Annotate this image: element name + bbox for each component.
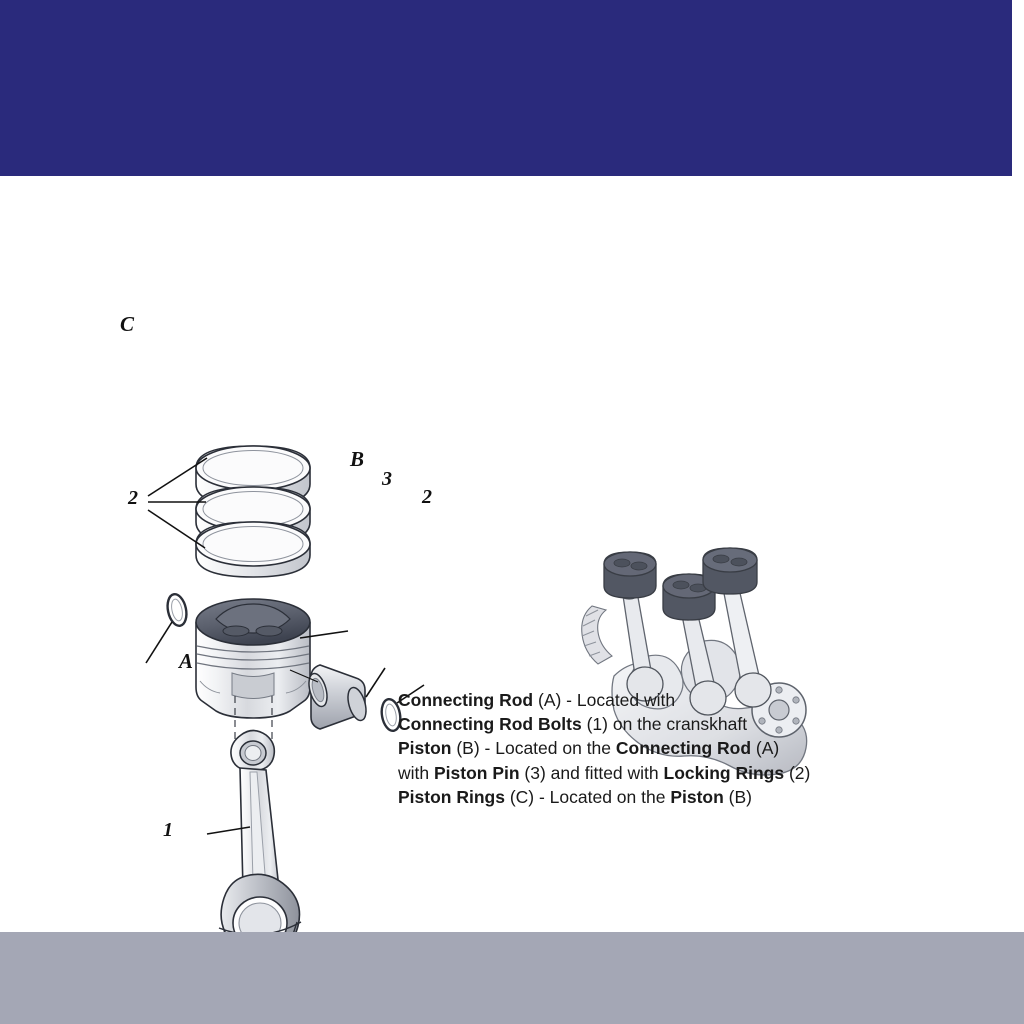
- caption-text: (C) - Located on the: [504, 786, 671, 807]
- caption-text: (2): [784, 762, 811, 783]
- callout-label-2-left: 2: [128, 487, 138, 509]
- caption-text: with: [398, 762, 434, 783]
- caption-term: Locking Rings: [663, 762, 785, 783]
- caption-text: (3) and fitted with: [519, 762, 664, 783]
- caption-term: Piston Pin: [433, 762, 520, 783]
- caption-block: [398, 688, 878, 809]
- caption-term: Connecting Rod: [398, 690, 534, 710]
- bottom-color-band: [0, 932, 1024, 1024]
- caption-line: [398, 761, 878, 785]
- caption-term: Connecting Rod: [615, 738, 752, 759]
- exploded-view-illustration: [0, 176, 1024, 932]
- caption-term: Piston: [398, 738, 452, 759]
- caption-line: [398, 785, 878, 809]
- caption-text: (A) - Located with: [533, 690, 676, 710]
- locking-ring-left: [165, 592, 189, 627]
- caption-line: [398, 712, 878, 736]
- piston: [196, 599, 310, 742]
- caption-line: [398, 688, 878, 712]
- caption-term: Piston Rings: [398, 786, 505, 807]
- caption-line: [398, 736, 878, 760]
- callout-label-1: 1: [163, 819, 173, 841]
- caption-text: (A): [751, 738, 780, 759]
- callout-label-c: C: [120, 312, 135, 336]
- caption-text: (B) - Located on the: [451, 738, 616, 759]
- callout-label-a: A: [179, 649, 194, 673]
- callout-label-b: B: [350, 447, 365, 471]
- top-color-band: [0, 0, 1012, 176]
- callout-label-3: 3: [382, 468, 392, 490]
- piston-rings: [196, 446, 310, 577]
- caption-term: Connecting Rod Bolts: [398, 714, 582, 735]
- piston-pin: [306, 665, 370, 729]
- caption-text: (B): [723, 786, 753, 807]
- diagram-stage: [0, 176, 1024, 932]
- callout-label-2-right: 2: [422, 486, 432, 508]
- connecting-rod: [219, 731, 301, 933]
- caption-text: (1) on the cranskhaft: [581, 714, 748, 735]
- caption-term: Piston: [670, 786, 724, 807]
